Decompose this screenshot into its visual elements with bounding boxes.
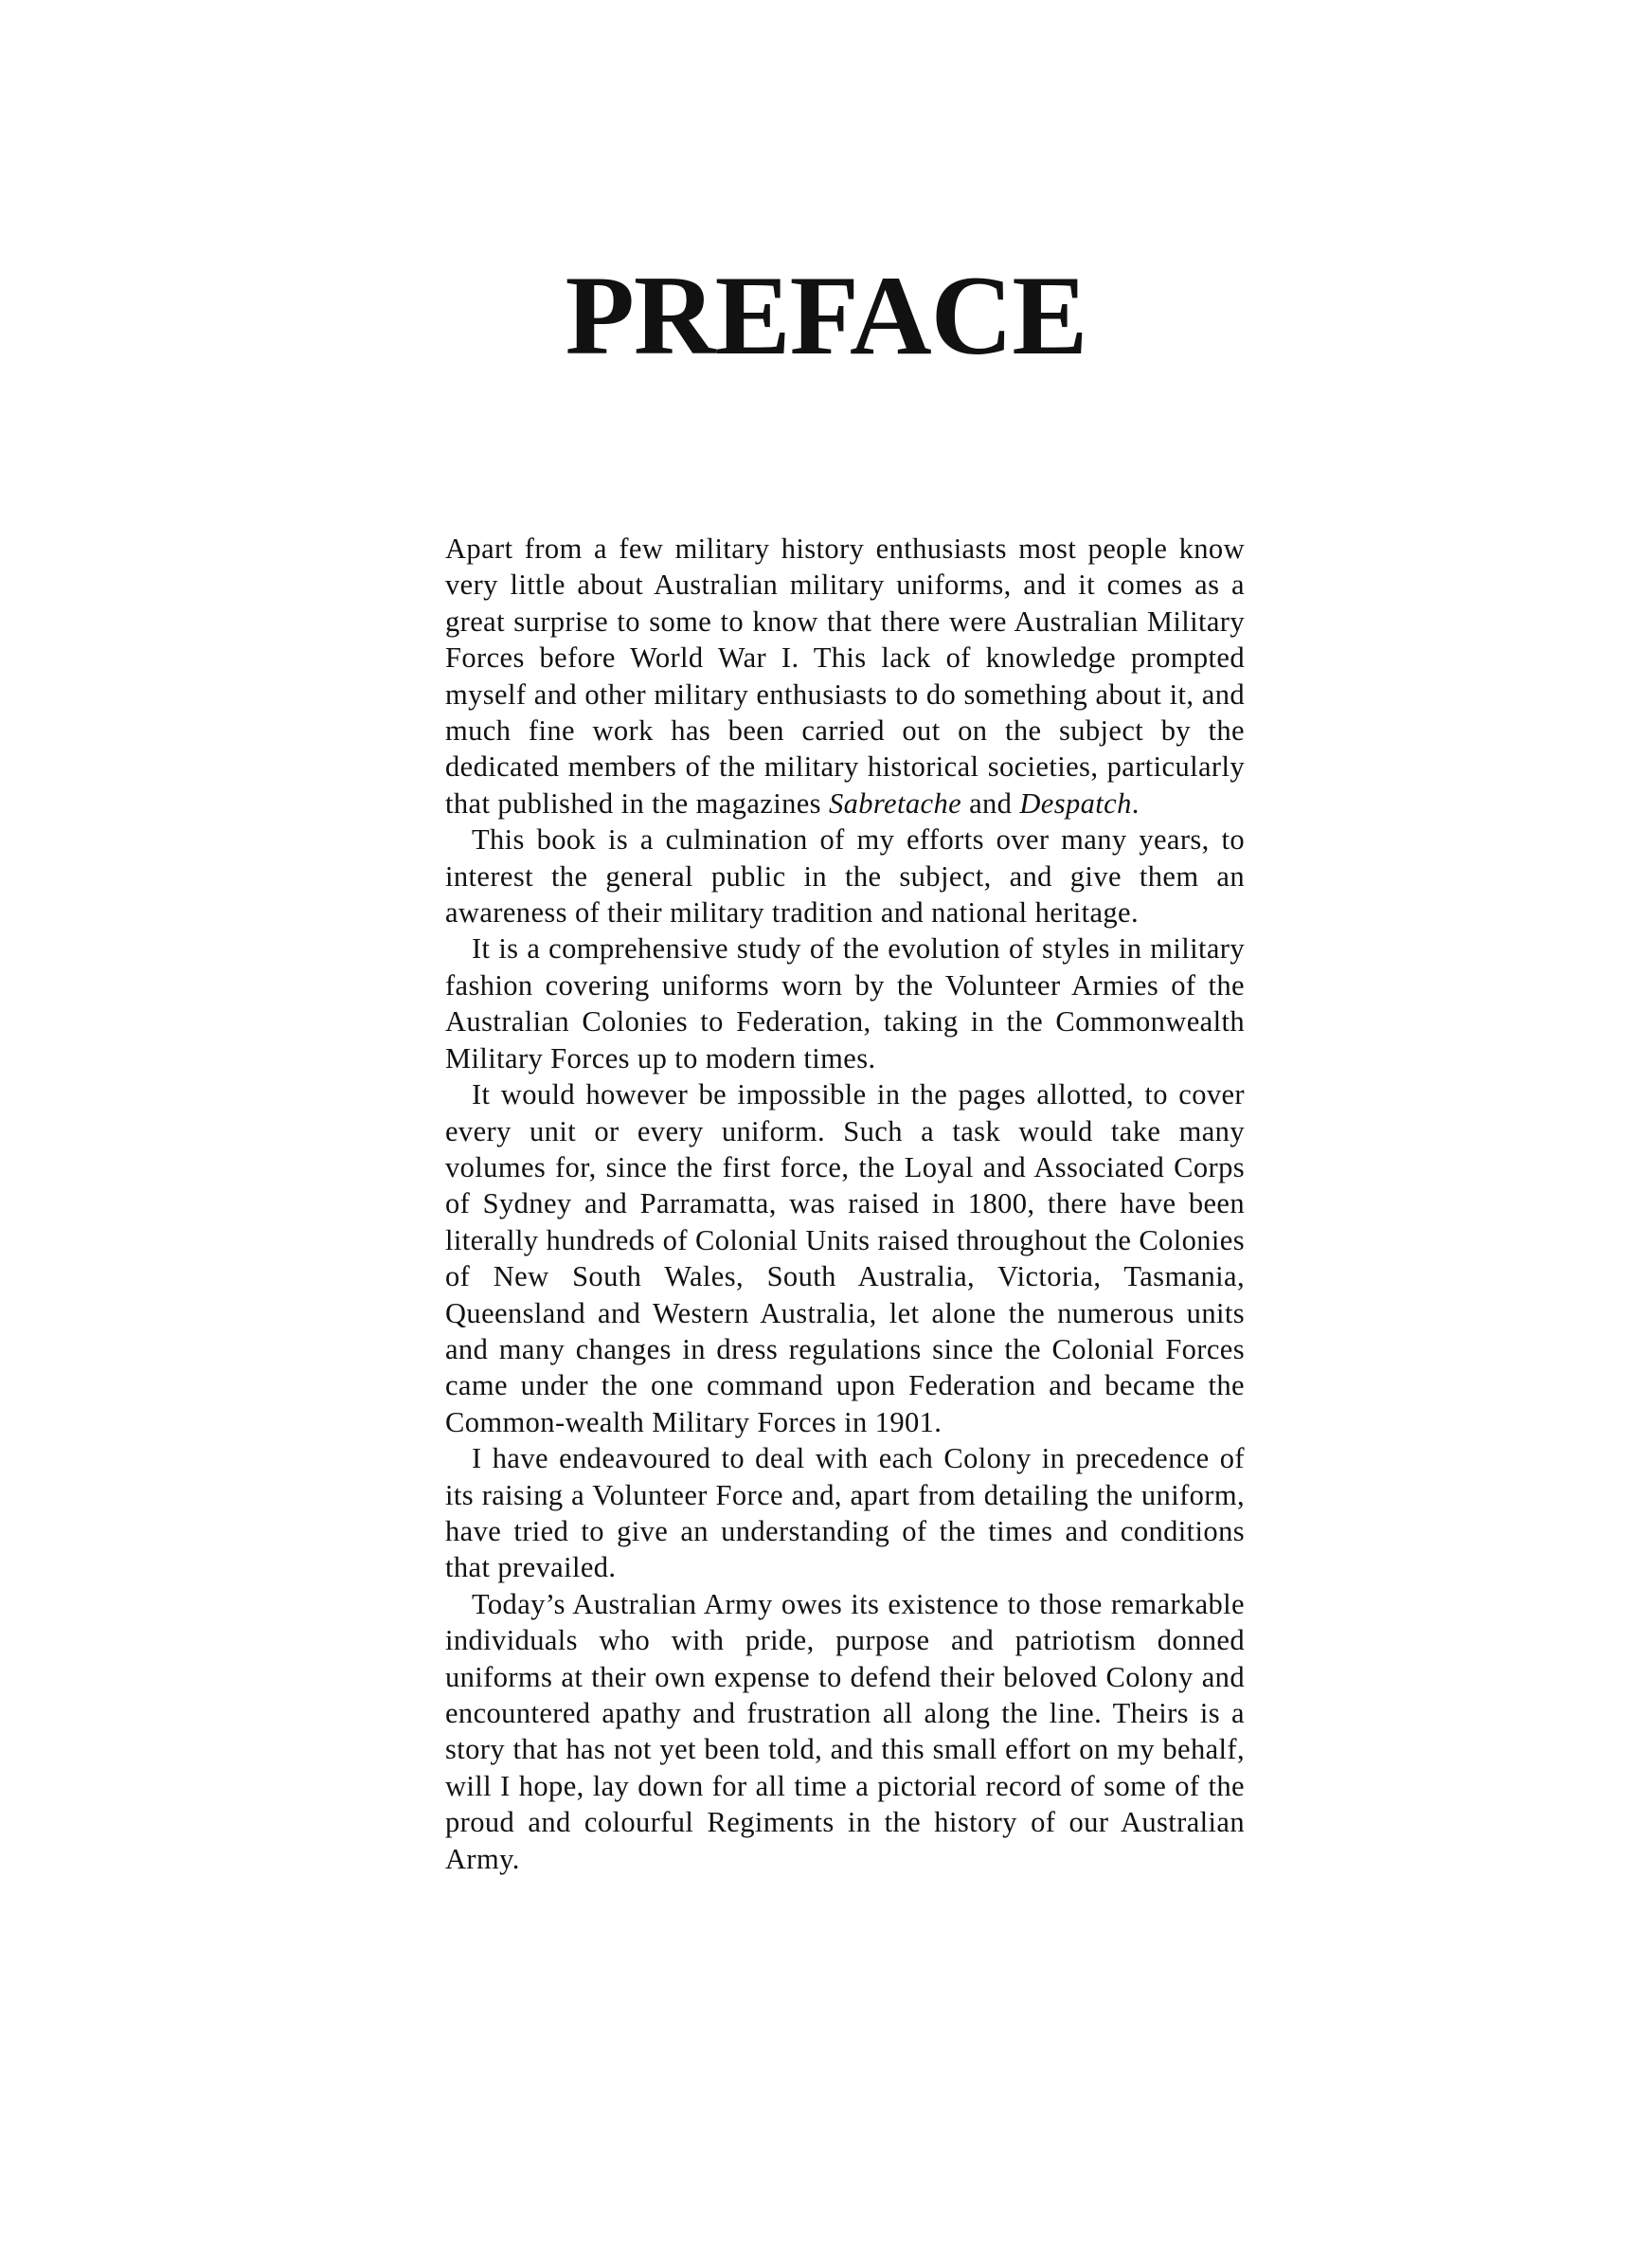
- paragraph-2: This book is a culmination of my efforts over many years, to interest the general public in the subject, and give them an awareness of their military tradition and national heritage.: [445, 823, 1245, 930]
- paragraph-1-conjunction: and: [961, 786, 1020, 820]
- paragraph-1-text: Apart from a few military history enthusiasts most people know very little about Australian military uniforms, and it comes as a great surprise to some to know that there were Australian Military Forces before World War I. This lack of knowledge prompted myself and other military enthusiasts to do something about it, and much fine work has been carried out on the subject by the dedicated members of the military historical societies, particularly that published in the magazines: [445, 533, 1245, 820]
- magazine-title-despatch: Despatch: [1019, 786, 1132, 820]
- paragraph-5: I have endeavoured to deal with each Colony in precedence of its raising a Volunteer Force and, apart from detailing the uniform, have tried to give an understanding of the times and conditions that prevailed.: [445, 1442, 1245, 1584]
- paragraph-6: Today’s Australian Army owes its existence to those remarkable individuals who with pride, purpose and patriotism donned uniforms at their own expense to defend their beloved Colony and encountered apathy and frustration all along the line. Theirs is a story that has not yet been told, and this small effort on my behalf, will I hope, lay down for all time a pictorial record of some of the proud and colourful Regiments in the history of our Australian Army.: [445, 1587, 1245, 1875]
- magazine-title-sabretache: Sabretache: [828, 786, 962, 820]
- paragraph-1: [445, 531, 1245, 822]
- preface-body: [445, 531, 1245, 1877]
- paragraph-3: It is a comprehensive study of the evolution of styles in military fashion covering uniforms worn by the Volunteer Armies of the Australian Colonies to Federation, taking in the Commonwealth Military Forces up to modern times.: [445, 932, 1245, 1074]
- paragraph-4: It would however be impossible in the pages allotted, to cover every unit or every uniform. Such a task would take many volumes for, since the first force, the Loyal and Associated Corps of Sydney and Parramatta, was raised in 1800, there have been literally hundreds of Colonial Units raised throughout the Colonies of New South Wales, South Australia, Victoria, Tasmania, Queensland and Western Australia, let alone the numerous units and many changes in dress regulations since the Colonial Forces came under the one command upon Federation and became the Common-wealth Military Forces in 1901.: [445, 1078, 1245, 1438]
- page-title: PREFACE: [565, 252, 1087, 378]
- paragraph-1-end: .: [1131, 786, 1140, 820]
